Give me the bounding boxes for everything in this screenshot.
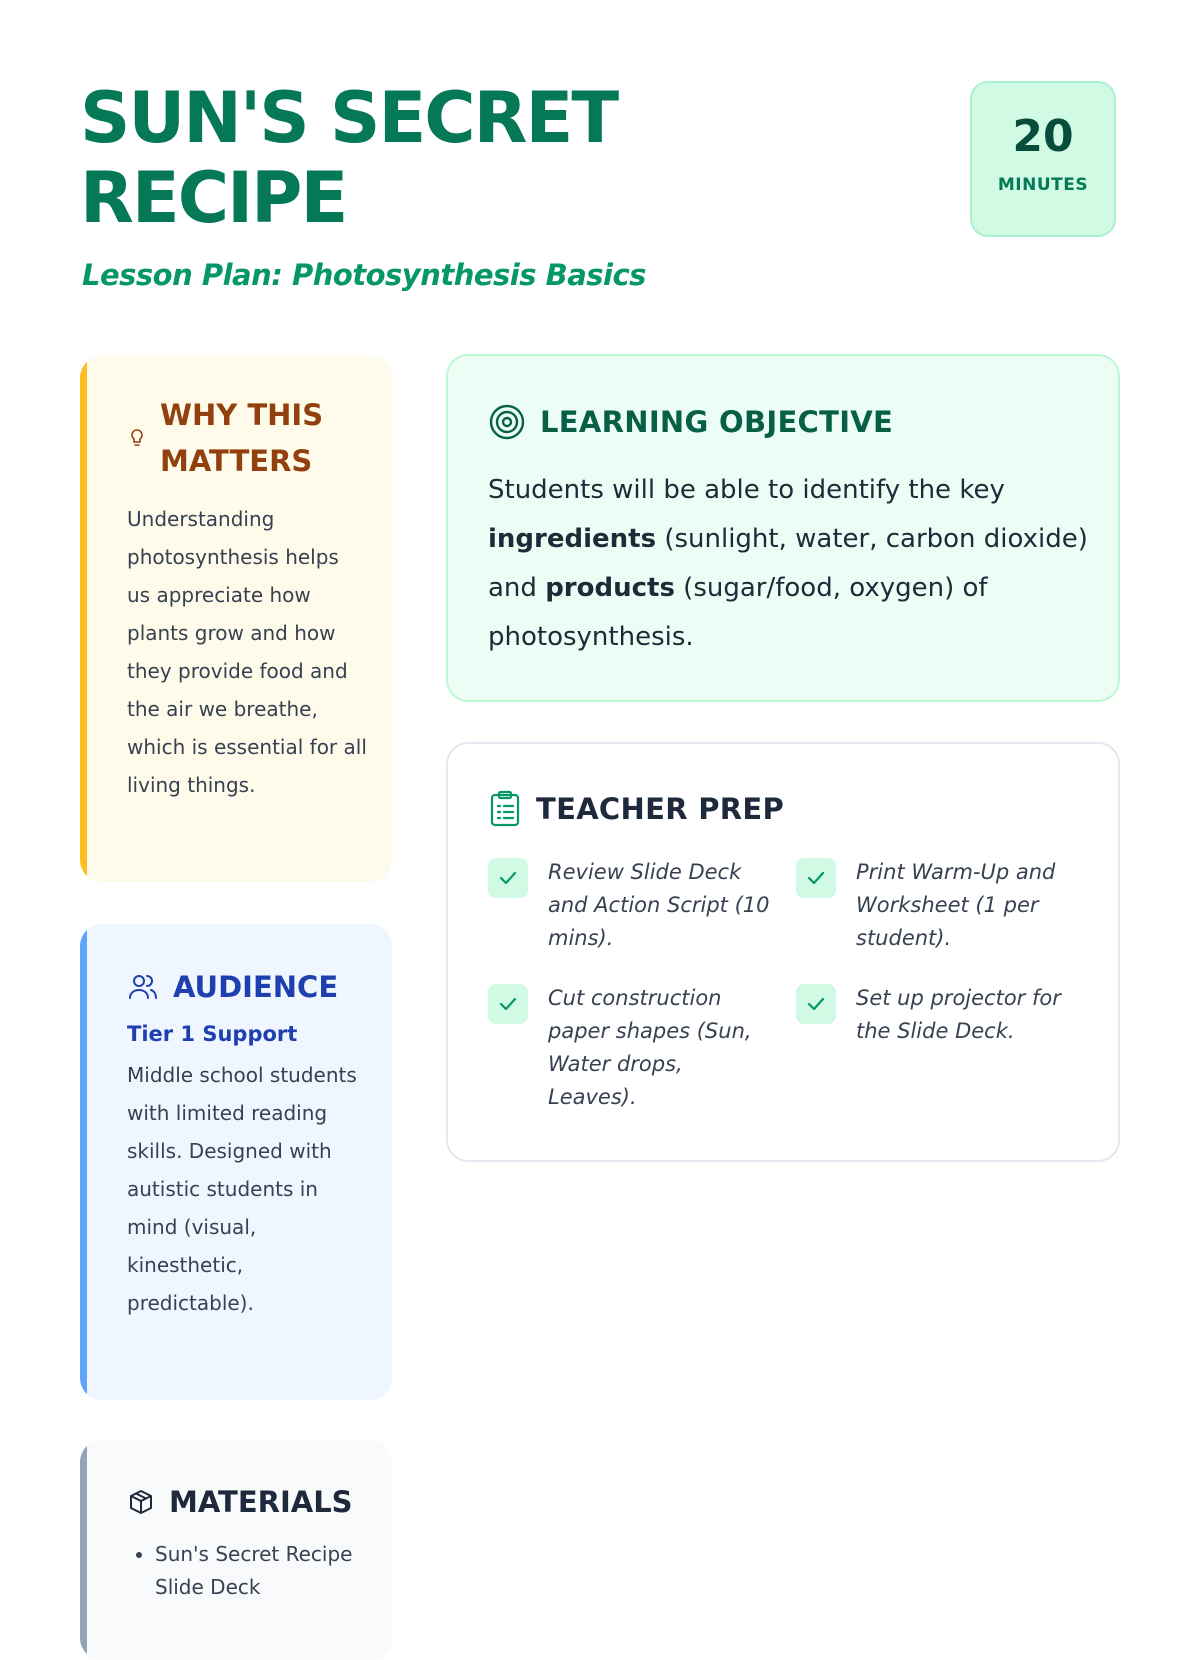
- materials-heading: MATERIALS: [169, 1485, 353, 1519]
- objective-heading: LEARNING OBJECTIVE: [540, 405, 894, 439]
- objective-ingredients-emphasis: ingredients: [488, 524, 657, 554]
- audience-body: Middle school students with limited reading skills. Designed with autistic students in mind (visual, kinesthetic, predictable).: [127, 1063, 357, 1315]
- clipboard-icon: [488, 790, 522, 828]
- objective-card-header: [488, 399, 893, 445]
- checkmark-icon: [488, 984, 528, 1024]
- materials-item: • Sun's Secret Recipe Slide Deck: [155, 1538, 385, 1604]
- prep-item-text: Print Warm-Up and Worksheet (1 per student).: [856, 860, 1056, 950]
- page-title: SUN'S SECRET RECIPE: [80, 77, 618, 239]
- card-accent-bar: [80, 356, 87, 882]
- materials-card-header: [127, 1479, 353, 1525]
- page-subtitle: Lesson Plan: Photosynthesis Basics: [82, 258, 646, 292]
- prep-checklist-item: [488, 982, 788, 1114]
- teacher-prep-card: [446, 742, 1120, 1162]
- prep-item-text: Review Slide Deck and Action Script (10 mins).: [548, 860, 770, 950]
- card-accent-bar: [80, 924, 87, 1400]
- prep-heading: TEACHER PREP: [536, 792, 785, 826]
- materials-list: [127, 1538, 385, 1604]
- checkmark-icon: [488, 858, 528, 898]
- prep-card-header: [488, 786, 784, 832]
- objective-products-emphasis: products: [545, 573, 675, 603]
- duration-badge: [970, 81, 1116, 237]
- audience-heading: AUDIENCE: [173, 970, 339, 1004]
- lightbulb-icon: [128, 427, 146, 449]
- users-icon: [127, 972, 159, 1002]
- duration-value: 20: [1012, 111, 1074, 162]
- learning-objective-card: [446, 354, 1120, 702]
- card-accent-bar: [80, 1440, 87, 1660]
- checkmark-icon: [796, 858, 836, 898]
- box-icon: [127, 1488, 155, 1516]
- prep-item-text: Cut construction paper shapes (Sun, Water drops, Leaves).: [548, 986, 752, 1109]
- duration-unit: MINUTES: [997, 175, 1089, 195]
- target-icon: [488, 403, 526, 441]
- why-card-header: [128, 392, 340, 484]
- audience-card-header: [127, 964, 338, 1010]
- why-heading: WHY THIS MATTERS: [160, 398, 324, 478]
- prep-item-text: Set up projector for the Slide Deck.: [856, 986, 1061, 1043]
- audience-tier: Tier 1 Support: [127, 1022, 298, 1046]
- why-body: Understanding photosynthesis helps us appreciate how plants grow and how they provide food and the air we breathe, which is essential for all living things.: [127, 507, 367, 797]
- prep-checklist-item: [488, 856, 788, 955]
- prep-checklist-item: [796, 982, 1096, 1048]
- prep-checklist-item: [796, 856, 1096, 955]
- checkmark-icon: [796, 984, 836, 1024]
- objective-text: Students will be able to identify the key ingredients (sunlight, water, carbon dioxide) and products (sugar/food, oxygen) of photosynthesis.: [488, 475, 1088, 652]
